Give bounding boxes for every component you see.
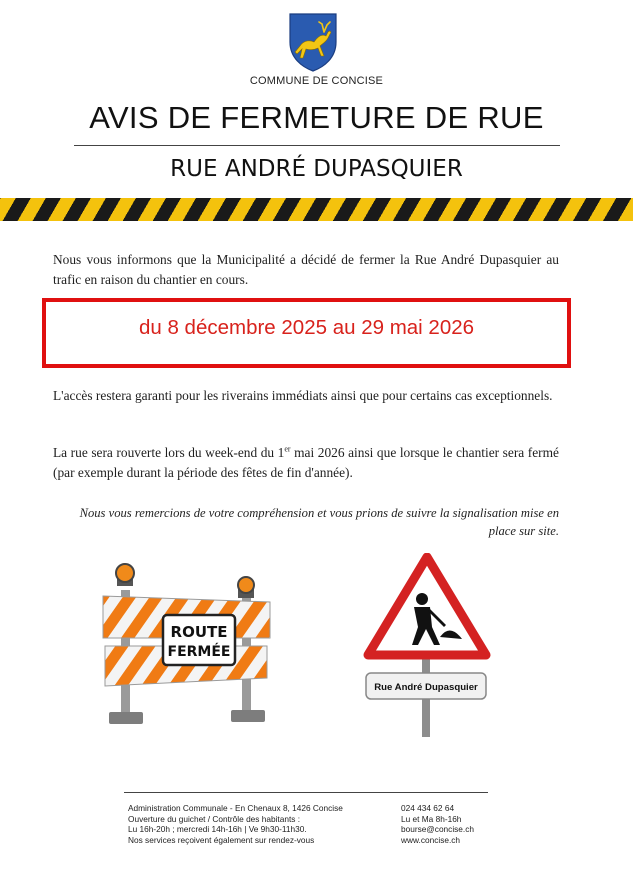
street-title: RUE ANDRÉ DUPASQUIER (170, 156, 463, 182)
date-range-text: du 8 décembre 2025 au 29 mai 2026 (138, 316, 475, 339)
footer-website[interactable]: www.concise.ch (401, 834, 461, 845)
reopening-text-start: La rue sera rouverte lors du week-end du 1 (53, 445, 285, 460)
footer-line: Lu 16h-20h ; mercredi 14h-16h | Ve 9h30-11h30. (128, 824, 307, 834)
footer-divider (124, 792, 488, 793)
footer-phone: 024 434 62 64 (401, 803, 455, 813)
reopening-paragraph (53, 443, 559, 483)
footer-address-block (128, 803, 393, 845)
thanks-paragraph: Nous vous remercions de votre compréhension et vous prions de suivre la signalisation mise en place sur site. (79, 506, 559, 538)
road-closed-barrier-icon (95, 560, 285, 735)
title-divider (74, 145, 560, 146)
commune-crest-icon (288, 12, 338, 72)
footer-email[interactable]: bourse@concise.ch (401, 824, 474, 834)
footer-hours: Lu et Ma 8h-16h (401, 813, 462, 824)
barrier-text-route: ROUTE (170, 623, 228, 641)
reopening-text-end: mai 2026 ainsi que lorsque le chantier sera fermé (par exemple durant la période des fêtes de fin d'année). (53, 445, 559, 480)
footer-line: Nos services reçoivent également sur rendez-vous (128, 834, 315, 845)
ordinal-superscript: er (284, 444, 291, 454)
footer-line: Administration Communale - En Chenaux 8, 1426 Concise (128, 803, 343, 813)
commune-name: COMMUNE DE CONCISE (249, 75, 384, 87)
footer-line: Ouverture du guichet / Contrôle des habitants : (128, 813, 301, 824)
footer-contact-block (401, 803, 521, 845)
sign-street-label: Rue André Dupasquier (374, 682, 478, 693)
roadworks-sign-icon (362, 553, 492, 739)
barrier-text-fermee: FERMÉE (167, 644, 231, 660)
page-title: AVIS DE FERMETURE DE RUE (89, 100, 544, 135)
intro-paragraph: Nous vous informons que la Municipalité a décidé de fermer la Rue André Dupasquier au trafic en raison du chantier en cours. (53, 252, 559, 287)
access-paragraph: L'accès restera garanti pour les riverains immédiats ainsi que pour certains cas exceptionnels. (53, 388, 553, 403)
hazard-stripe-band (0, 198, 633, 221)
